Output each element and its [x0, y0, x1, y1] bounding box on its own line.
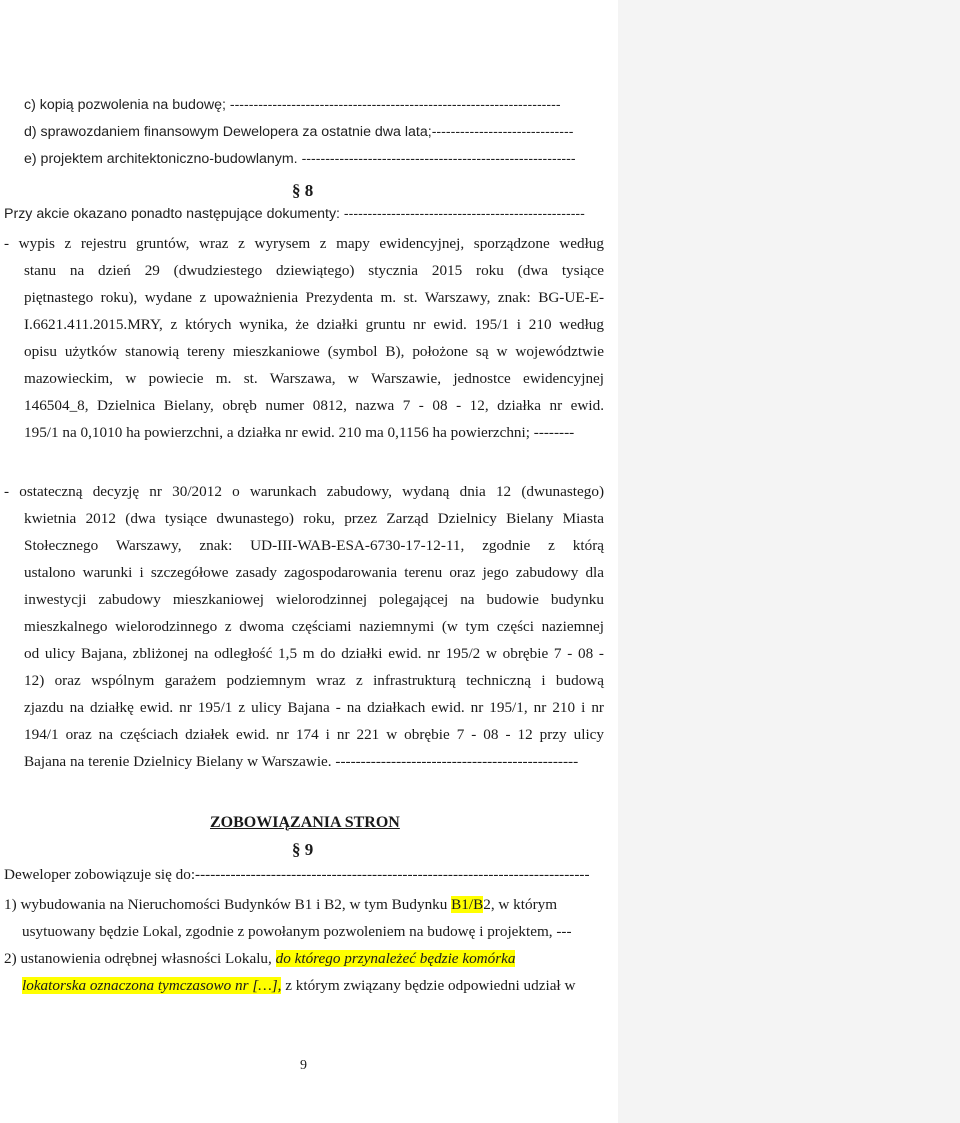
paragraph-sign-8: § 8 — [292, 181, 314, 200]
item1-line: - wypis z rejestru gruntów, wraz z wyrysem z mapy ewidencyjnej, sporządzone według — [4, 235, 604, 252]
item2-line: 194/1 oraz na częściach działek ewid. nr 174 i nr 221 w obrębie 7 - 08 - 12 przy ulicy — [24, 726, 604, 743]
item2-line: 12) oraz wspólnym garażem podziemnym wraz z infrastrukturą techniczną i budową — [24, 672, 604, 689]
obligation-1-text: 1) wybudowania na Nieruchomości Budynków B1 i B2, w tym Budynku — [4, 896, 452, 913]
paragraph-sign-9: § 9 — [292, 840, 314, 859]
item2-line: Bajana na terenie Dzielnicy Bielany w Warszawie. ------------------------------------------------ — [24, 753, 579, 770]
obligation-2-text: 2) ustanowienia odrębnej własności Lokalu, — [4, 950, 276, 967]
obligation-item-2-cont — [22, 977, 575, 995]
highlight-storage-number: lokatorska oznaczona tymczasowo nr […], — [22, 977, 282, 994]
obligation-item-2 — [4, 950, 515, 968]
obligation-item-1-cont: usytuowany będzie Lokal, zgodnie z powołanym pozwoleniem na budowę i projektem, --- — [22, 923, 572, 940]
item1-line: stanu na dzień 29 (dwudziestego dziewiątego) stycznia 2015 roku (dwa tysiące — [24, 262, 604, 279]
item2-line: - ostateczną decyzję nr 30/2012 o warunkach zabudowy, wydaną dnia 12 (dwunastego) — [4, 483, 604, 500]
item1-line: mazowieckim, w powiecie m. st. Warszawa, w Warszawie, jednostce ewidencyjnej — [24, 370, 604, 387]
comment-margin-pane — [618, 0, 960, 1123]
item1-line: 146504_8, Dzielnica Bielany, obręb numer 0812, nazwa 7 - 08 - 12, działka nr ewid. — [24, 397, 604, 414]
page-number: 9 — [300, 1058, 307, 1073]
item2-line: mieszkalnego wielorodzinnego z dwoma częściami naziemnymi (w tym części naziemnej — [24, 618, 604, 635]
obligation-2-text-end: z którym związany będzie odpowiedni udział w — [281, 977, 576, 994]
item2-line: kwietnia 2012 (dwa tysiące dwunastego) roku, przez Zarząd Dzielnicy Bielany Miasta — [24, 510, 604, 527]
item2-line: Stołecznego Warszawy, znak: UD-III-WAB-ESA-6730-17-12-11, zgodnie z którą — [24, 537, 604, 554]
highlight-building: B1/B — [451, 896, 484, 913]
item2-line: zjazdu na działkę ewid. nr 195/1 z ulicy Bajana - na działkach ewid. nr 195/1, nr 210 i nr — [24, 699, 604, 716]
item1-line: piętnastego roku), wydane z upoważnienia Prezydenta m. st. Warszawy, znak: BG-UE-E- — [24, 289, 604, 306]
section8-intro: Przy akcie okazano ponadto następujące dokumenty: --------------------------------------------------- — [4, 206, 585, 222]
list-item-e: e) projektem architektoniczno-budowlanym. ---------------------------------------------------------- — [24, 151, 576, 167]
obligation-item-1 — [4, 896, 557, 914]
item1-line: I.6621.411.2015.MRY, z których wynika, że działki gruntu nr ewid. 195/1 i 210 według — [24, 316, 604, 333]
item2-line: inwestycji zabudowy mieszkaniowej wielorodzinnej polegającej na budowie budynku — [24, 591, 604, 608]
list-item-d: d) sprawozdaniem finansowym Dewelopera za ostatnie dwa lata;------------------------------ — [24, 124, 574, 140]
item2-line: ustalono warunki i szczegółowe zasady zagospodarowania terenu oraz jego zabudowy dla — [24, 564, 604, 581]
item1-line: opisu użytków stanowią tereny mieszkaniowe (symbol B), położone są w województwie — [24, 343, 604, 360]
list-item-c: c) kopią pozwolenia na budowę; ---------------------------------------------------------------------- — [24, 97, 561, 113]
obligations-intro: Deweloper zobowiązuje się do:------------------------------------------------------------------------------ — [4, 866, 590, 883]
highlight-storage: do którego przynależeć będzie komórka — [275, 950, 516, 967]
item1-line: 195/1 na 0,1010 ha powierzchni, a działka nr ewid. 210 ma 0,1156 ha powierzchni; -------- — [24, 424, 575, 441]
section-heading: ZOBOWIĄZANIA STRON — [210, 814, 400, 831]
obligation-1-text-end: 2, w którym — [483, 896, 558, 913]
item2-line: od ulicy Bajana, zbliżonej na odległość 1,5 m do działki ewid. nr 195/2 w obrębie 7 - 08 - — [24, 645, 604, 662]
